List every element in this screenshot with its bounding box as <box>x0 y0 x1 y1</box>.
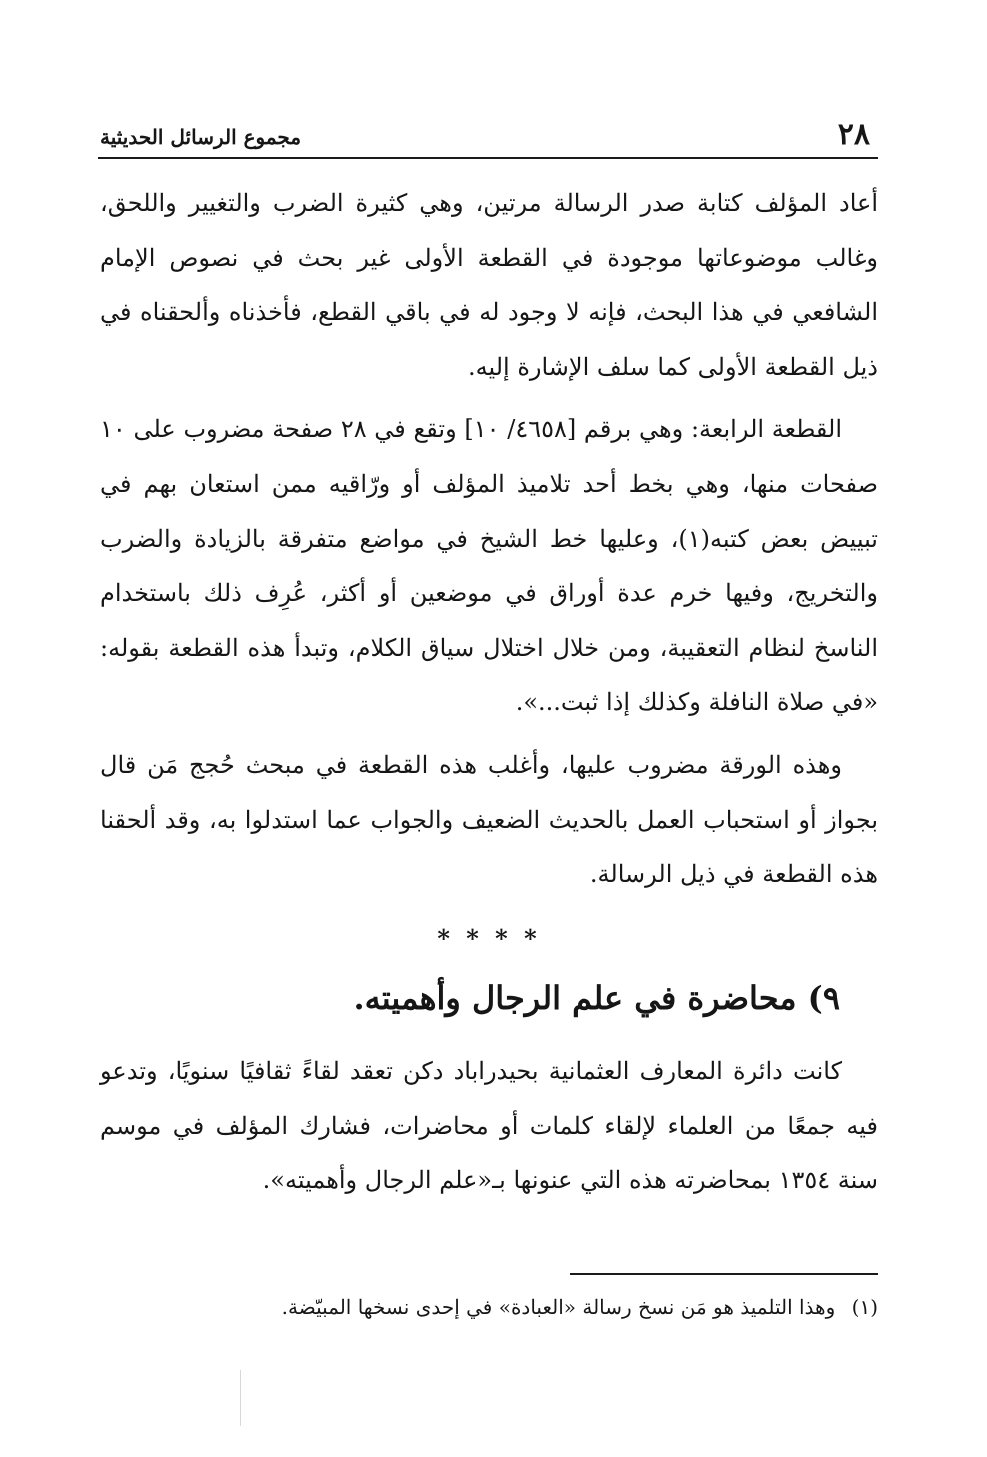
paragraph-1: أعاد المؤلف كتابة صدر الرسالة مرتين، وهي كثيرة الضرب والتغيير واللحق، وغالب موضوعاتها موجودة في القطعة الأولى غير بحث في نصوص الإمام الشافعي في هذا البحث، فإنه لا وجود له في باقي القطع، فأخذناه وألحقناه في ذيل القطعة الأولى كما سلف الإشارة إليه. <box>100 189 878 381</box>
section-paragraph-text: كانت دائرة المعارف العثمانية بحيدراباد دكن تعقد لقاءً ثقافيًا سنويًا، وتدعو فيه جمعًا من العلماء لإلقاء كلمات أو محاضرات، فشارك المؤلف في موسم سنة ١٣٥٤ بمحاضرته هذه التي عنونها بـ«علم الرجال وأهميته». <box>100 1057 878 1195</box>
header-rule <box>98 157 878 159</box>
section-divider: * * * * <box>437 924 541 953</box>
footnote-text: وهذا التلميذ هو مَن نسخ رسالة «العبادة» في إحدى نسخها المبيّضة. <box>281 1295 836 1319</box>
footnote-number: (١) <box>851 1295 878 1319</box>
page-header <box>98 118 878 156</box>
page-number: ٢٨ <box>837 117 870 152</box>
section-paragraph <box>100 1044 878 1216</box>
running-title: مجموع الرسائل الحديثية <box>100 125 302 149</box>
scan-mark <box>240 1370 241 1426</box>
paragraph-2: القطعة الرابعة: وهي برقم [٤٦٥٨/ ١٠] وتقع في ٢٨ صفحة مضروب على ١٠ صفحات منها، وهي بخط أحد تلاميذ المؤلف أو ورّاقيه ممن استعان بهم في تبييض بعض كتبه(١)، وعليها خط الشيخ في مواضع متفرقة بالزيادة والضرب والتخريج، وفيها خرم عدة أوراق في موضعين أو أكثر، عُرِف ذلك باستخدام الناسخ لنظام التعقيبة، ومن خلال اختلال سياق الكلام، وتبدأ هذه القطعة بقوله: «في صلاة النافلة وكذلك إذا ثبت...». <box>100 415 878 717</box>
footnote <box>100 1292 878 1322</box>
body-text <box>100 176 878 910</box>
paragraph-3: وهذه الورقة مضروب عليها، وأغلب هذه القطعة في مبحث حُجج مَن قال بجواز أو استحباب العمل بالحديث الضعيف والجواب عما استدلوا به، وقد ألحقنا هذه القطعة في ذيل الرسالة. <box>100 750 878 889</box>
footnote-rule <box>570 1273 878 1275</box>
section-heading: ٩) محاضرة في علم الرجال وأهميته. <box>353 979 840 1017</box>
